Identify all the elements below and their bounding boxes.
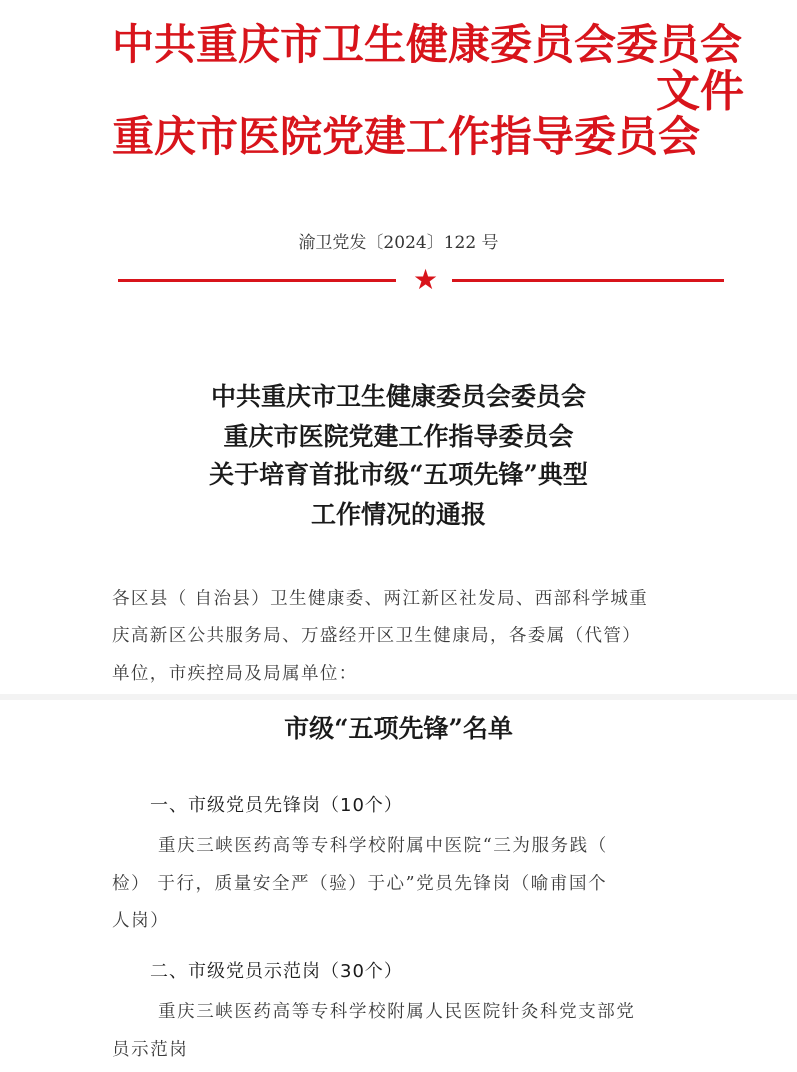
section-2-item-line: 重庆三峡医药高等专科学校附属人民医院针灸科党支部党: [158, 1002, 636, 1022]
masthead-line-1: 中共重庆市卫生健康委员会委员会: [112, 20, 743, 69]
title-line-4: 工作情况的通报: [310, 500, 486, 529]
masthead-line-2: 重庆市医院党建工作指导委员会: [112, 112, 701, 161]
section-1-item-line: 检） 于行，质量安全严（验）于心”党员先锋岗（喻甫国个: [112, 874, 608, 894]
title-line-3: 关于培育首批市级“五项先锋”典型: [209, 460, 588, 489]
addressee-line-2: 庆高新区公共服务局、万盛经开区卫生健康局，各委属（代管）: [112, 626, 642, 646]
red-rule-left: [118, 279, 396, 282]
masthead-document-label: 文件: [656, 66, 744, 117]
title-line-2: 重庆市医院党建工作指导委员会: [223, 422, 574, 451]
section-heading-2: 二、市级党员示范岗（30个）: [150, 961, 403, 982]
red-rule-right: [452, 279, 724, 282]
section-2-item-line: 员示范岗: [112, 1040, 189, 1060]
addressee-line-1: 各区县（ 自治县）卫生健康委、两江新区社发局、西部科学城重: [112, 589, 649, 609]
star-icon: ★: [413, 263, 439, 296]
section-1-item-line: 重庆三峡医药高等专科学校附属中医院“三为服务践（: [158, 836, 608, 856]
addressee-line-3: 单位，市疾控局及局属单位：: [112, 664, 358, 684]
section-1-item-line: 人岗）: [112, 911, 170, 931]
section-heading-1: 一、市级党员先锋岗（10个）: [150, 795, 403, 816]
list-title: 市级“五项先锋”名单: [284, 714, 513, 743]
title-line-1: 中共重庆市卫生健康委员会委员会: [210, 382, 586, 411]
document-number: 渝卫党发〔2024〕122 号: [298, 233, 499, 253]
page-seam: [0, 694, 797, 700]
